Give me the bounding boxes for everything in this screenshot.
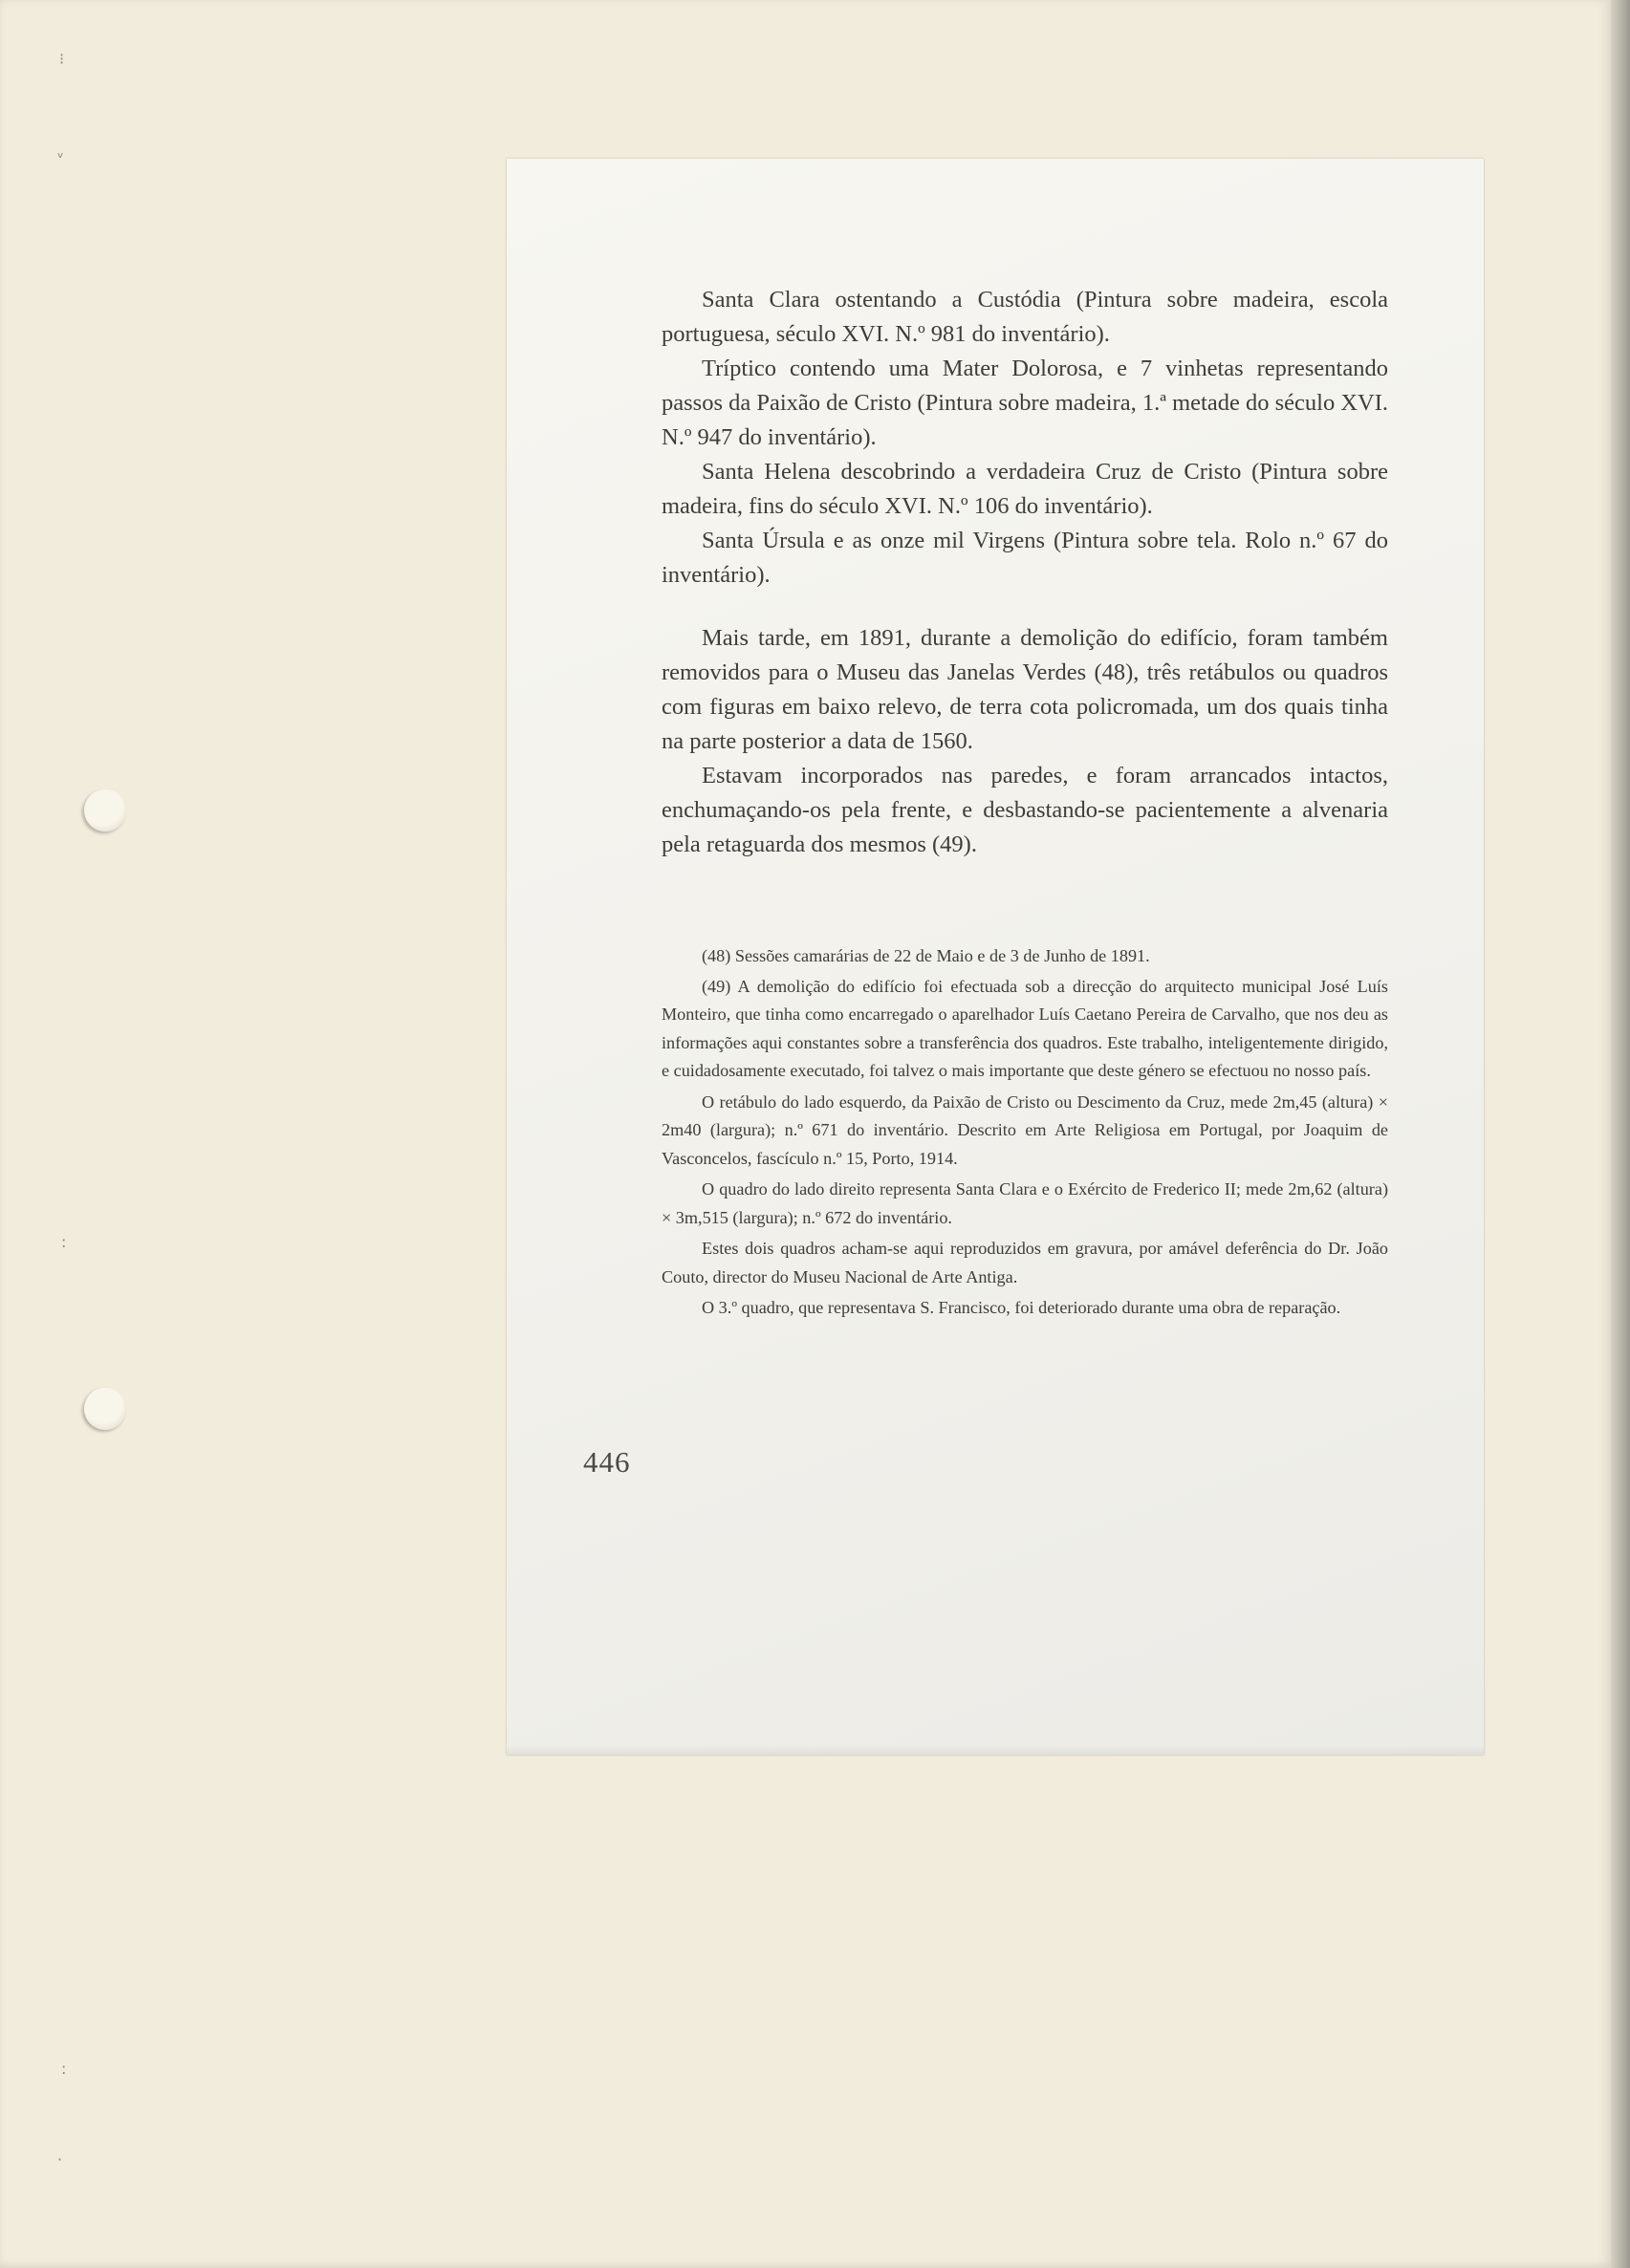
printed-page <box>507 159 1484 1755</box>
paragraph-demolicao: Mais tarde, em 1891, durante a demolição do edifício, foram também removidos para o Museu das Janelas Verdes (48), três retábulos ou quadros com figuras em baixo relevo, de terra cota policromada, um dos quais tinha na parte posterior a data de 1560. <box>662 625 1388 754</box>
page-number: 446 <box>583 1445 631 1479</box>
footnote-terceiro-quadro: O 3.º quadro, que representava S. Francisco, foi deteriorado durante uma obra de reparação. <box>702 1298 1341 1317</box>
paragraph-santa-helena: Santa Helena descobrindo a verdadeira Cruz de Cristo (Pintura sobre madeira, fins do século XVI. N.º 106 do inventário). <box>662 459 1388 519</box>
footnote-48: (48) Sessões camarárias de 22 de Maio e de 3 de Junho de 1891. <box>702 946 1150 965</box>
footnote-quadro-direito: O quadro do lado direito representa Santa Clara e o Exército de Frederico II; mede 2m,62 (altura) × 3m,515 (largura); n.º 672 do inventário. <box>662 1179 1388 1227</box>
footnote-gravura: Estes dois quadros acham-se aqui reproduzidos em gravura, por amável deferência do Dr. João Couto, director do Museu Nacional de Arte Antiga. <box>662 1239 1388 1286</box>
punch-hole <box>84 1388 126 1430</box>
sheet-edge <box>1611 0 1630 2268</box>
paragraph-estavam: Estavam incorporados nas paredes, e foram arrancados intactos, enchumaçando-os pela frente, e desbastando-se pacientemente a alvenaria pela retaguarda dos mesmos (49). <box>662 763 1388 857</box>
paragraph-santa-ursula: Santa Úrsula e as onze mil Virgens (Pintura sobre tela. Rolo n.º 67 do inventário). <box>662 528 1388 588</box>
paragraph-triptico: Tríptico contendo uma Mater Dolorosa, e 7 vinhetas representando passos da Paixão de Cristo (Pintura sobre madeira, 1.ª metade do século XVI. N.º 947 do inventário). <box>662 356 1388 450</box>
pencil-mark: ⁝ <box>59 50 65 68</box>
pencil-mark: : <box>61 2060 67 2078</box>
pencil-mark: : <box>61 1233 67 1251</box>
footnotes <box>662 942 1388 1326</box>
footnote-retabulo-esquerdo: O retábulo do lado esquerdo, da Paixão de Cristo ou Descimento da Cruz, mede 2m,45 (altura) × 2m40 (largura); n.º 671 do inventário. Descrito em Arte Religiosa em Portugal, por Joaquim de Vasconcelos, fascículo n.º 15, Porto, 1914. <box>662 1091 1388 1168</box>
main-text <box>662 283 1388 862</box>
footnote-49: (49) A demolição do edifício foi efectuada sob a direcção do arquitecto municipal José Luís Monteiro, que tinha como encarregado o aparelhador Luís Caetano Pereira de Carvalho, que nos deu as informações aqui constantes sobre a transferência dos quadros. Este trabalho, inteligentemente dirigido, e cuidadosamente executado, foi talvez o mais importante que deste género se efectuou no nosso país. <box>662 976 1388 1080</box>
pencil-mark: · <box>57 2150 63 2169</box>
pencil-mark: ᵥ <box>57 143 64 162</box>
punch-hole <box>84 789 126 832</box>
paragraph-santa-clara: Santa Clara ostentando a Custódia (Pintura sobre madeira, escola portuguesa, século XVI. N.º 981 do inventário). <box>662 287 1388 347</box>
